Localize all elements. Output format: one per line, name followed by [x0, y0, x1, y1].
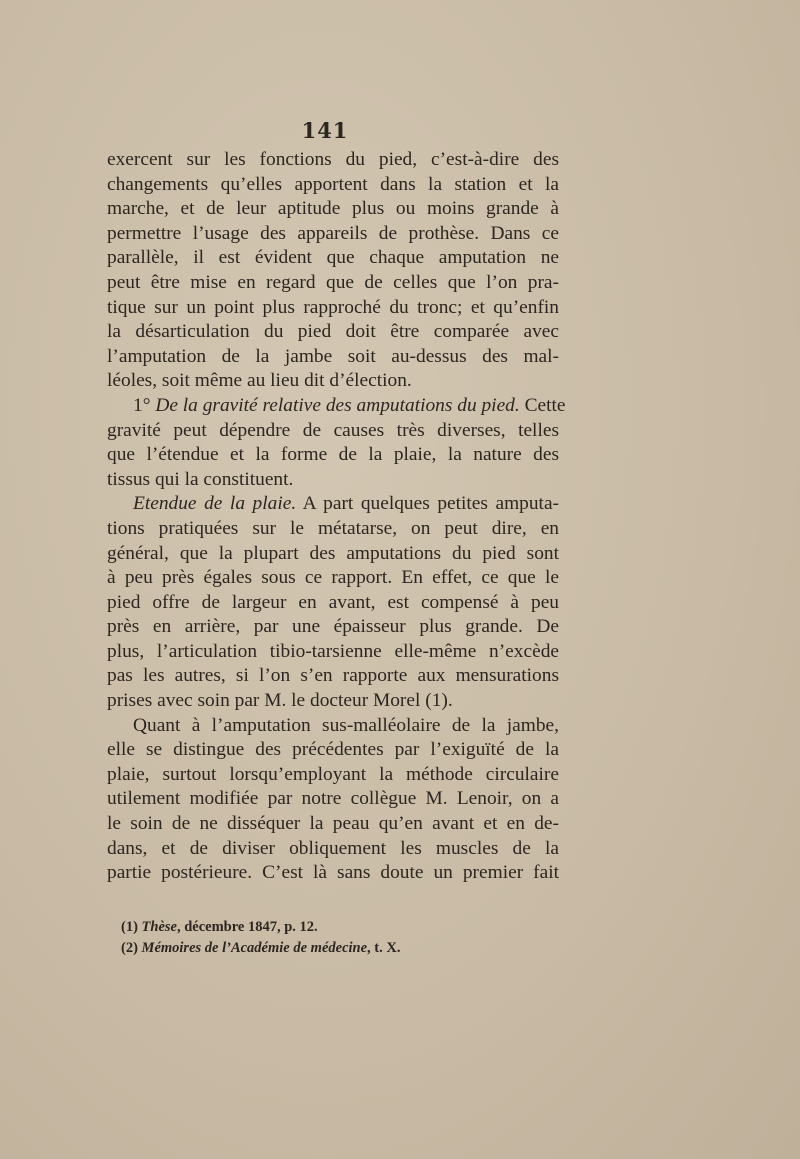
section-heading-line [107, 394, 566, 419]
body-text [107, 148, 566, 886]
text-line: l’amputation de la jambe soit au-dessus des mal- [107, 345, 559, 367]
text-line: changements qu’elles apportent dans la station et la [107, 173, 559, 195]
footnote-rest: , t. X. [367, 940, 401, 956]
section-lead: Cette [524, 394, 566, 416]
text-line: pied offre de largeur en avant, est compensé à peu [107, 591, 559, 613]
text-line: léoles, soit même au lieu dit d’élection. [107, 370, 412, 392]
text-line: marche, et de leur aptitude plus ou moins grande à [107, 198, 559, 220]
section-lead: A part quelques petites amputa- [302, 493, 560, 515]
text-line: gravité peut dépendre de causes très diverses, telles [107, 419, 559, 441]
text-line: à peu près égales sous ce rapport. En effet, ce que le [107, 567, 559, 589]
footnote [121, 917, 561, 938]
footnote-mark: (2) [121, 940, 138, 956]
text-line: partie postérieure. C’est là sans doute un premier fait [107, 862, 559, 884]
text-line: permettre l’usage des appareils de prothèse. Dans ce [107, 222, 559, 244]
text-line: près en arrière, par une épaisseur plus grande. De [107, 616, 559, 638]
footnote-mark: (1) [121, 919, 138, 935]
text-line: parallèle, il est évident que chaque amputation ne [107, 247, 559, 269]
section-title: De la gravité relative des amputations du pied. [155, 394, 520, 416]
text-line: le soin de ne disséquer la peau qu’en avant et en de- [107, 813, 559, 835]
footnote-title: Thèse [141, 919, 177, 935]
text-line: plaie, surtout lorsqu’employant la méthode circulaire [107, 763, 559, 785]
text-line: dans, et de diviser obliquement les muscles de la [107, 837, 559, 859]
text-line: que l’étendue et la forme de la plaie, la nature des [107, 444, 559, 466]
footnotes [121, 917, 561, 959]
text-line: peut être mise en regard que de celles que l’on pra- [107, 271, 559, 293]
text-line: Quant à l’amputation sus-malléolaire de la jambe, [133, 714, 559, 736]
text-line: tions pratiquées sur le métatarse, on peut dire, en [107, 517, 559, 539]
section-heading-line [107, 492, 559, 517]
text-line: utilement modifiée par notre collègue M. Lenoir, on a [107, 788, 559, 810]
text-line: pas les autres, si l’on s’en rapporte aux mensurations [107, 665, 559, 687]
text-line: tique sur un point plus rapproché du tronc; et qu’enfin [107, 296, 559, 318]
text-line: la désarticulation du pied doit être comparée avec [107, 321, 559, 343]
page-number: 141 [301, 118, 349, 143]
text-line: elle se distingue des précédentes par l’exiguïté de la [107, 739, 559, 761]
text-line: général, que la plupart des amputations du pied sont [107, 542, 559, 564]
text-line: plus, l’articulation tibio-tarsienne elle-même n’excède [107, 640, 559, 662]
footnote-title: Mémoires de l’Académie de médecine [141, 940, 368, 956]
text-line: exercent sur les fonctions du pied, c’est-à-dire des [107, 149, 559, 170]
footnote [121, 938, 561, 959]
section-number: 1° [133, 394, 151, 416]
section-title: Etendue de la plaie. [133, 493, 297, 515]
footnote-rest: , décembre 1847, p. 12. [176, 919, 318, 935]
text-line: prises avec soin par M. le docteur Morel (1). [107, 690, 453, 712]
text-line: tissus qui la constituent. [107, 468, 294, 490]
